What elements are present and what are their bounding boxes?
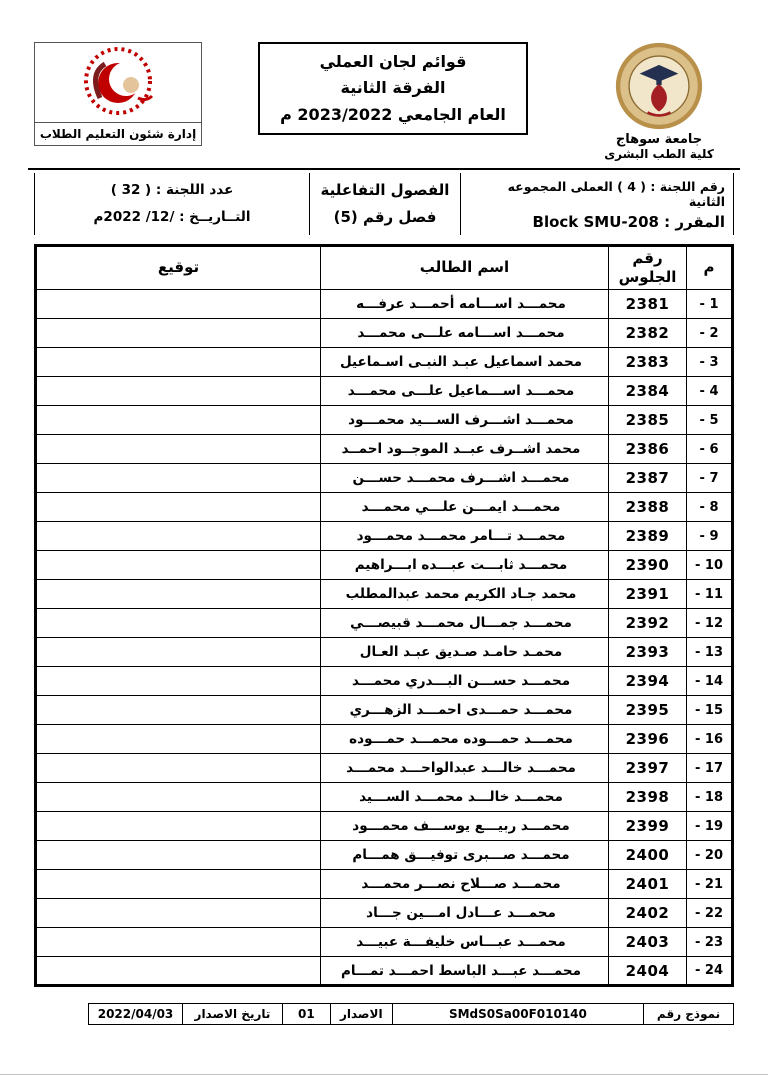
signature-cell (36, 812, 321, 841)
students-table-head (36, 246, 733, 290)
signature-cell (36, 319, 321, 348)
academic-year-line: العام الجامعي 2023/2022 م (280, 104, 506, 124)
index-cell: 22 - (687, 899, 733, 928)
student-name-cell: محمـــد صـــلاح نصـــر محمـــد (321, 870, 609, 899)
index-cell: 2 - (687, 319, 733, 348)
student-name-cell: محمـــد جمـــال محمـــد قبيصـــي (321, 609, 609, 638)
student-name-cell: محمـــد ربيـــع يوســـف محمـــود (321, 812, 609, 841)
count-date-block (35, 173, 309, 235)
student-name-cell: محمـــد حمـــدى احمـــد الزهـــري (321, 696, 609, 725)
student-row (36, 899, 733, 928)
student-row (36, 406, 733, 435)
committee-number-line: رقم اللجنة : ( 4 ) العملى المجموعه الثانية (507, 179, 725, 209)
student-name-cell: محمـــد تـــامر محمـــد محمـــود (321, 522, 609, 551)
seat-number-cell: 2401 (609, 870, 687, 899)
seat-number-cell: 2404 (609, 957, 687, 986)
student-name-cell: محمـــد حمـــوده محمـــد حمـــوده (321, 725, 609, 754)
signature-cell (36, 348, 321, 377)
student-row (36, 348, 733, 377)
signature-cell (36, 783, 321, 812)
page-bottom-edge (0, 1074, 768, 1075)
seat-number-cell: 2389 (609, 522, 687, 551)
seat-number-cell: 2393 (609, 638, 687, 667)
student-name-cell: محمد جـاد الكريم محمد عبدالمطلب (321, 580, 609, 609)
signature-cell (36, 464, 321, 493)
signature-cell (36, 667, 321, 696)
footer-table (88, 1003, 734, 1025)
student-name-cell: محمـــد اســـامه علـــى محمـــد (321, 319, 609, 348)
footer-row (89, 1004, 734, 1025)
student-row (36, 841, 733, 870)
student-row (36, 522, 733, 551)
student-name-cell: محمد اسماعيل عبـد النبـى اسـماعيل (321, 348, 609, 377)
doc-title: قوائم لجان العملي (319, 52, 467, 71)
department-logo-wrap (35, 43, 201, 122)
seat-number-cell: 2387 (609, 464, 687, 493)
index-cell: 12 - (687, 609, 733, 638)
title-box (258, 42, 528, 135)
seat-number-cell: 2403 (609, 928, 687, 957)
student-name-cell: محمـــد عـــادل امـــين جـــاد (321, 899, 609, 928)
issue-date-label: تاريخ الاصدار (183, 1004, 283, 1025)
student-row (36, 696, 733, 725)
student-name-cell: محمـــد ثابـــت عبـــده ابـــراهيم (321, 551, 609, 580)
students-table (34, 244, 734, 987)
seat-number-cell: 2391 (609, 580, 687, 609)
student-name-cell: محمـــد خالـــد عبدالواحـــد محمـــد (321, 754, 609, 783)
student-name-cell: محمـــد اســـامه أحمـــد عرفـــه (321, 290, 609, 319)
committee-info (461, 173, 733, 235)
seat-number-cell: 2398 (609, 783, 687, 812)
index-cell: 8 - (687, 493, 733, 522)
faculty-name: كلية الطب البشرى (604, 147, 714, 161)
class-number: فصل رقم (5) (333, 208, 437, 226)
signature-cell (36, 957, 321, 986)
index-cell: 7 - (687, 464, 733, 493)
student-row (36, 957, 733, 986)
student-row (36, 435, 733, 464)
signature-cell (36, 928, 321, 957)
signature-cell (36, 377, 321, 406)
student-row (36, 319, 733, 348)
class-type: الفصول التفاعلية (320, 181, 450, 199)
signature-cell (36, 870, 321, 899)
col-header-name: اسم الطالب (321, 246, 609, 290)
grade-line: الفرقة الثانية (340, 78, 446, 98)
sohag-university-logo-icon (615, 42, 703, 130)
student-name-cell: محمـد حامـد صـديق عبـد العـال (321, 638, 609, 667)
student-name-cell: محمد اشــرف عبــد الموجــود احمــد (321, 435, 609, 464)
index-cell: 19 - (687, 812, 733, 841)
student-row (36, 551, 733, 580)
signature-cell (36, 435, 321, 464)
signature-cell (36, 754, 321, 783)
student-row (36, 377, 733, 406)
student-name-cell: محمـــد خالـــد محمـــد الســـيد (321, 783, 609, 812)
student-row (36, 812, 733, 841)
university-name: جامعة سوهاج (615, 132, 703, 147)
student-row (36, 638, 733, 667)
university-block (584, 42, 734, 161)
student-row (36, 725, 733, 754)
class-box (309, 173, 461, 235)
student-name-cell: محمـــد حســـن البـــدري محمـــد (321, 667, 609, 696)
student-row (36, 783, 733, 812)
department-name: إدارة شئون التعليم الطلاب (35, 122, 201, 145)
seat-number-cell: 2399 (609, 812, 687, 841)
student-row (36, 667, 733, 696)
committee-count: عدد اللجنة : ( 32 ) (110, 182, 234, 198)
student-row (36, 464, 733, 493)
index-cell: 16 - (687, 725, 733, 754)
signature-cell (36, 493, 321, 522)
form-number-value: SMdS0Sa00F010140 (392, 1004, 643, 1025)
signature-cell (36, 899, 321, 928)
seat-number-cell: 2392 (609, 609, 687, 638)
student-name-cell: محمـــد اشـــرف الســـيد محمـــود (321, 406, 609, 435)
student-row (36, 928, 733, 957)
seat-number-cell: 2400 (609, 841, 687, 870)
issue-label: الاصدار (330, 1004, 392, 1025)
index-cell: 4 - (687, 377, 733, 406)
student-row (36, 290, 733, 319)
exam-date: التــاريــخ : /12/ 2022م (93, 209, 251, 225)
student-row (36, 870, 733, 899)
index-cell: 14 - (687, 667, 733, 696)
index-cell: 24 - (687, 957, 733, 986)
index-cell: 5 - (687, 406, 733, 435)
header-divider (28, 168, 740, 170)
form-number-label: نموذج رقم (644, 1004, 734, 1025)
student-name-cell: محمـــد صـــبرى توفيـــق همـــام (321, 841, 609, 870)
signature-cell (36, 609, 321, 638)
index-cell: 10 - (687, 551, 733, 580)
seat-number-cell: 2382 (609, 319, 687, 348)
header-row (36, 246, 733, 290)
seat-number-cell: 2395 (609, 696, 687, 725)
index-cell: 9 - (687, 522, 733, 551)
col-header-index: م (687, 246, 733, 290)
seat-number-cell: 2388 (609, 493, 687, 522)
index-cell: 11 - (687, 580, 733, 609)
signature-cell (36, 551, 321, 580)
signature-cell (36, 290, 321, 319)
seat-number-cell: 2402 (609, 899, 687, 928)
student-name-cell: محمـــد عبـــد الباسط احمـــد تمـــام (321, 957, 609, 986)
student-name-cell: محمـــد اســـماعيل علـــى محمـــد (321, 377, 609, 406)
seat-number-cell: 2384 (609, 377, 687, 406)
index-cell: 6 - (687, 435, 733, 464)
red-crescent-logo-icon (43, 46, 193, 116)
signature-cell (36, 522, 321, 551)
index-cell: 20 - (687, 841, 733, 870)
student-row (36, 609, 733, 638)
department-block (34, 42, 202, 146)
info-bar (34, 173, 734, 235)
signature-cell (36, 638, 321, 667)
index-cell: 18 - (687, 783, 733, 812)
signature-cell (36, 841, 321, 870)
seat-number-cell: 2381 (609, 290, 687, 319)
student-row (36, 493, 733, 522)
index-cell: 17 - (687, 754, 733, 783)
signature-cell (36, 406, 321, 435)
signature-cell (36, 696, 321, 725)
issue-date-value: 2022/04/03 (89, 1004, 183, 1025)
student-name-cell: محمـــد ايمـــن علـــي محمـــد (321, 493, 609, 522)
seat-number-cell: 2397 (609, 754, 687, 783)
signature-cell (36, 725, 321, 754)
index-cell: 15 - (687, 696, 733, 725)
index-cell: 3 - (687, 348, 733, 377)
seat-number-cell: 2394 (609, 667, 687, 696)
student-name-cell: محمـــد اشـــرف محمـــد حســـن (321, 464, 609, 493)
index-cell: 21 - (687, 870, 733, 899)
col-header-signature: توقيع (36, 246, 321, 290)
seat-number-cell: 2390 (609, 551, 687, 580)
issue-value: 01 (282, 1004, 330, 1025)
seat-number-cell: 2383 (609, 348, 687, 377)
course-code-line: المقرر : Block SMU-208 (532, 213, 725, 231)
signature-cell (36, 580, 321, 609)
student-row (36, 754, 733, 783)
student-name-cell: محمـــد عبـــاس خليفـــة عبيـــد (321, 928, 609, 957)
index-cell: 13 - (687, 638, 733, 667)
seat-number-cell: 2396 (609, 725, 687, 754)
index-cell: 1 - (687, 290, 733, 319)
index-cell: 23 - (687, 928, 733, 957)
seat-number-cell: 2385 (609, 406, 687, 435)
seat-number-cell: 2386 (609, 435, 687, 464)
students-table-body (36, 290, 733, 986)
page-header (34, 42, 734, 161)
student-row (36, 580, 733, 609)
col-header-seat: رقم الجلوس (609, 246, 687, 290)
